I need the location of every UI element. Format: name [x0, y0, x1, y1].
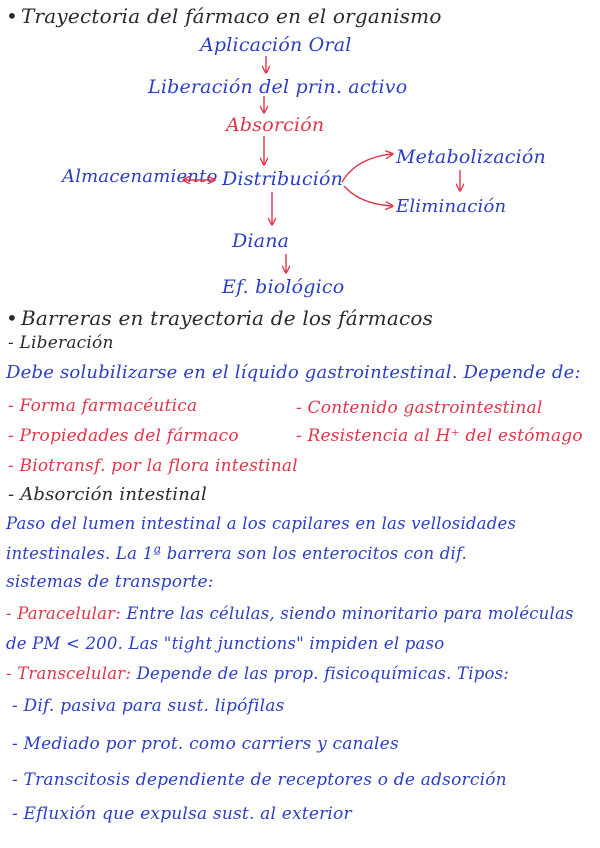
transcelular-label: - Transcelular:	[6, 664, 132, 683]
node-eliminacion: Eliminación	[396, 196, 507, 217]
factor-contenido: - Contenido gastrointestinal	[296, 398, 543, 418]
paracelular-text-line2: de PM < 200. Las "tight junctions" impiden el paso	[6, 634, 445, 653]
node-efecto-biologico: Ef. biológico	[222, 276, 345, 298]
transcelular-text: Depende de las prop. fisicoquímicas. Tipos:	[136, 664, 510, 683]
subheading-absorcion-intestinal: - Absorción intestinal	[8, 484, 207, 505]
factor-forma: - Forma farmacéutica	[8, 396, 198, 416]
node-aplicacion-oral: Aplicación Oral	[200, 34, 352, 56]
factor-propiedades: - Propiedades del fármaco	[8, 426, 239, 446]
arrow-distribucion-eliminacion	[344, 186, 392, 206]
tipo-mediado-proteinas	[12, 734, 399, 754]
node-distribucion: Distribución	[222, 168, 344, 190]
tipo-difusion-pasiva-text: - Dif. pasiva para sust. lipófilas	[12, 696, 285, 716]
absorcion-paragraph-line2: intestinales. La 1ª barrera son los enterocitos con dif.	[6, 544, 468, 563]
tipo-transcitosis-text: - Transcitosis dependiente de receptores o de adsorción	[12, 770, 507, 790]
paracelular-label: - Paracelular:	[6, 604, 122, 623]
node-absorcion: Absorción	[226, 114, 325, 136]
subheading-liberacion: - Liberación	[8, 333, 114, 353]
transcelular-line	[6, 664, 509, 683]
paracelular-line	[6, 604, 574, 623]
tipo-difusion-pasiva	[12, 696, 285, 716]
paracelular-text: Entre las células, siendo minoritario para moléculas	[126, 604, 574, 623]
node-metabolizacion: Metabolización	[396, 146, 546, 168]
section2-heading-text: Barreras en trayectoria de los fármacos	[21, 306, 434, 330]
section2-heading	[6, 306, 433, 330]
tipo-mediado-proteinas-text: - Mediado por prot. como carriers y canales	[12, 734, 399, 754]
absorcion-paragraph-line3: sistemas de transporte:	[6, 572, 214, 592]
tipo-efluxion	[12, 804, 352, 824]
node-liberacion: Liberación del prin. activo	[148, 76, 408, 98]
section1-heading-text: Trayectoria del fármaco en el organismo	[21, 4, 442, 28]
node-almacenamiento: Almacenamiento	[62, 166, 218, 187]
factor-resistencia: - Resistencia al H⁺ del estómago	[296, 426, 583, 446]
arrow-distribucion-metabolizacion	[342, 154, 392, 182]
factor-biotransformacion: - Biotransf. por la flora intestinal	[8, 456, 298, 476]
tipo-efluxion-text: - Efluxión que expulsa sust. al exterior	[12, 804, 352, 824]
tipo-transcitosis	[12, 770, 507, 790]
node-diana: Diana	[232, 230, 290, 252]
absorcion-paragraph-line1: Paso del lumen intestinal a los capilares en las vellosidades	[6, 514, 517, 533]
liberacion-description: Debe solubilizarse en el líquido gastrointestinal. Depende de:	[6, 362, 581, 383]
